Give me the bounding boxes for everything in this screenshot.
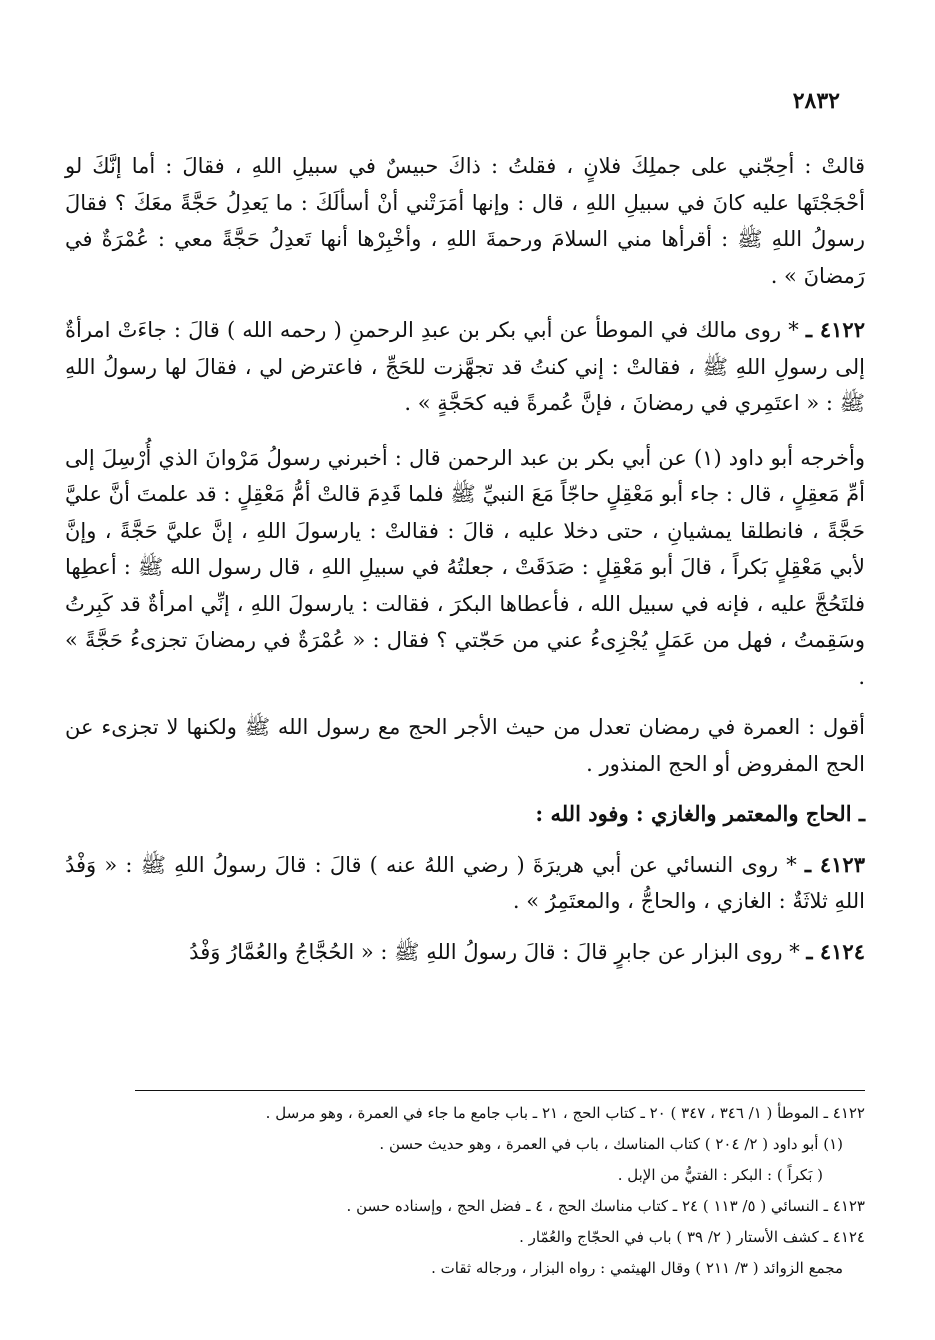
- hadith-number: ٤١٢٣ ـ: [804, 851, 865, 877]
- hadith-4122: [65, 312, 865, 422]
- spacer: [65, 782, 865, 796]
- footnote-majma: مجمع الزوائد ( ٣/ ٢١١ ) وقال الهيثمي : رواه البزار ، ورجاله ثقات .: [431, 1259, 843, 1277]
- hadith-number: ٤١٢٤ ـ: [806, 938, 865, 964]
- footnotes: [105, 1098, 865, 1284]
- hadith-4124: [65, 934, 865, 971]
- footnote-4124: ٤١٢٤ ـ كشف الأستار ( ٢/ ٣٩ ) باب في الحجّاج والعُمّار .: [519, 1228, 865, 1246]
- hadith-text: * روى البزار عن جابرٍ قالَ : قالَ رسولُ اللهِ ﷺ : « الحُجَّاجُ والعُمَّارُ وَفْدُ: [189, 939, 800, 964]
- footnote-4123: ٤١٢٣ ـ النسائي ( ٥/ ١١٣ ) ٢٤ ـ كتاب مناسك الحج ، ٤ ـ فضل الحج ، وإسناده حسن .: [346, 1197, 865, 1215]
- spacer: [65, 833, 865, 847]
- hadith-4123: [65, 847, 865, 920]
- hadith-text: * روى النسائي عن أبي هريرَةَ ( رضي اللهُ عنه ) قالَ : قالَ رسولُ اللهِ ﷺ : « وَفْدُ اللهِ ثلاثَةٌ : الغازي ، والحاجُّ ، والمعتَمِرُ » .: [65, 852, 865, 913]
- hadith-text: * روى مالك في الموطأ عن أبي بكر بن عبدِ الرحمنِ ( رحمه الله ) قالَ : جاءَتْ امرأةٌ إلى رسولِ اللهِ ﷺ ، فقالتْ : إني كنتُ قد تجهَّزت للحَجِّ ، فاعترض لي ، فقالَ لها رسولُ اللهِ ﷺ : « اعتَمِري في رمضانَ ، فإنَّ عُمرةً فيه كحَجَّةٍ » .: [65, 318, 865, 415]
- footnote-1: (١) أبو داود ( ٢/ ٢٠٤ ) كتاب المناسك ، باب في العمرة ، وهو حديث حسن .: [379, 1135, 843, 1153]
- main-text: [65, 148, 865, 970]
- section-heading: ـ الحاج والمعتمر والغازي : وفود الله :: [535, 801, 865, 826]
- abu-dawud-narration: وأخرجه أبو داود (١) عن أبي بكر بن عبد الرحمن قال : أخبرني رسولُ مَرْوانَ الذي أُرْسِلَ إلى أمِّ مَعقِلٍ ، قال : جاء أبو مَعْقِلٍ حاجّاً مَعَ النبيِّ ﷺ فلما قَدِمَ قالتْ أمُّ مَعْقِلٍ : قد علمتَ أنَّ عليَّ حَجَّةً ، فانطلقا يمشيانِ ، حتى دخلا عليه ، قالَ : فقالتْ : يارسولَ اللهِ ، إنَّ عليَّ حَجَّةً ، وإنَّ لأبي مَعْقِلٍ بَكراً ، قالَ أبو مَعْقِلٍ : صَدَقَتْ ، جعلتُهُ في سبيلِ اللهِ ، قال رسول الله ﷺ : أعطِها فلتَحُجَّ عليه ، فإنه في سبيل الله ، فأعطاها البكرَ ، فقالت : يارسولَ اللهِ ، إنِّي امرأةٌ قد كَبِرتُ وسَقِمتُ ، فهل من عَمَلٍ يُجْزِىءُ عني من حَجّتي ؟ فقال : « عُمْرَةٌ في رمضانَ تجزىءُ حَجَّةً » .: [65, 445, 865, 689]
- spacer: [65, 695, 865, 709]
- paragraph-continuation: قالتْ : أحِجّني على جملِكَ فلانٍ ، فقلتُ : ذاكَ حبيسٌ في سبيلِ اللهِ ، فقالَ : أما إنَّكَ لو أحْجَجْتَها عليه كانَ في سبيلِ اللهِ ، قال : وإنها أمَرَتْني أنْ أسألَكَ : ما يَعدِلُ حَجَّةً معَكَ ؟ فقالَ رسولُ اللهِ ﷺ : أقرأها مني السلامَ ورحمةَ اللهِ ، وأخْبِرْها أنها تَعدِلُ حَجَّةً معي : عُمْرَةٌ في رَمضانَ » .: [65, 154, 865, 288]
- spacer: [65, 294, 865, 312]
- footnote-4122: ٤١٢٢ ـ الموطأ ( ١/ ٣٤٦ ، ٣٤٧ ) ٢٠ ـ كتاب الحج ، ٢١ ـ باب جامع ما جاء في العمرة ، وهو مرسل .: [265, 1104, 865, 1122]
- footnote-divider: [135, 1090, 865, 1091]
- hadith-number: ٤١٢٢ ـ: [805, 317, 865, 342]
- spacer: [65, 422, 865, 440]
- spacer: [65, 920, 865, 934]
- footnote-bakr: ( بَكراً ) : البكر : الفتيُّ من الإبل .: [617, 1166, 823, 1184]
- author-comment: أقول : العمرة في رمضان تعدل من حيث الأجر الحج مع رسول الله ﷺ ولكنها لا تجزىء عن الحج المفروض أو الحج المنذور .: [65, 715, 865, 776]
- page-number: ٢٨٣٢: [792, 88, 840, 114]
